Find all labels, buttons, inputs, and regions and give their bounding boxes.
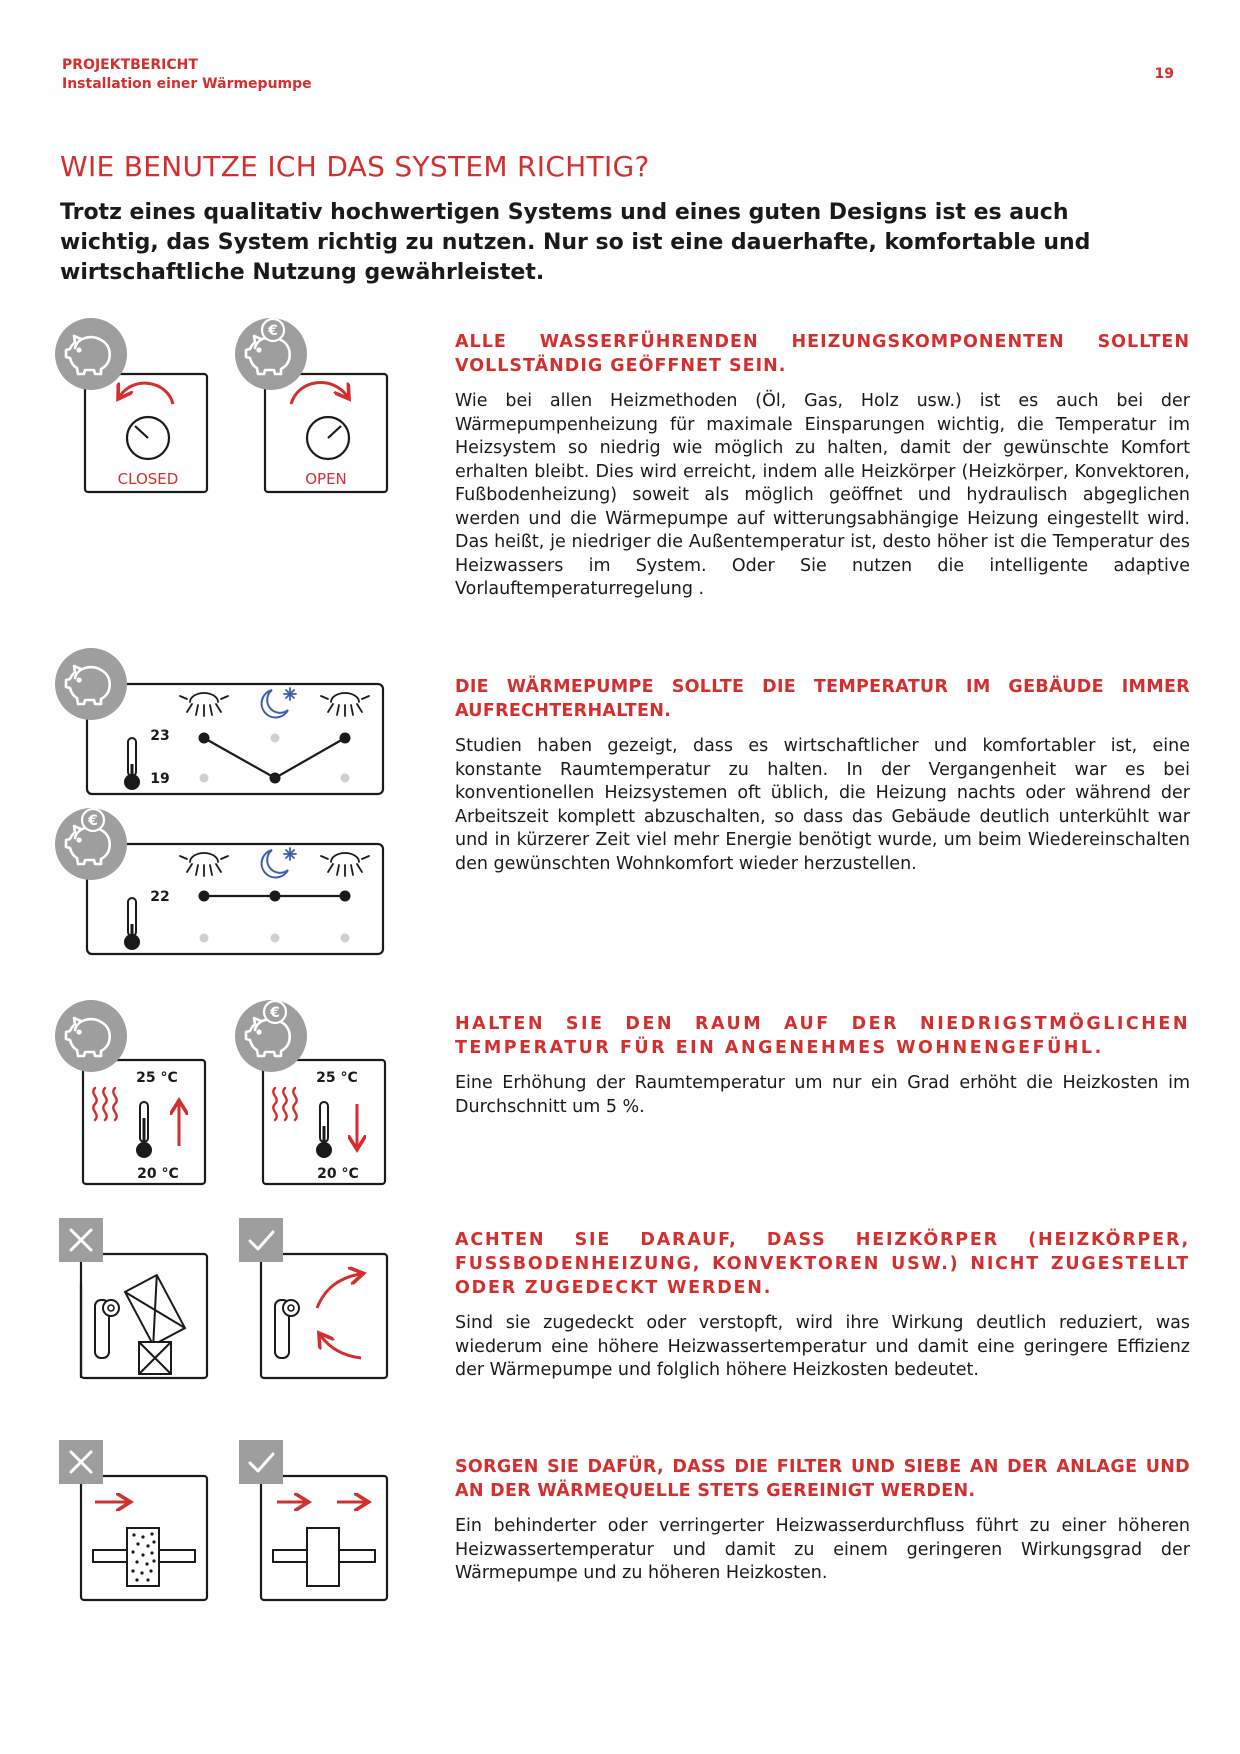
section-body: Wie bei allen Heizmethoden (Öl, Gas, Holz usw.) ist es auch bei der Wärmepumpenheizung für maximale Einsparungen wichtig, die Temperatur im Heizsystem so niedrig wie möglich zu halten, damit der gewünschte Komfort erhalten bleibt. Dies wird erreicht, indem alle Heizkörper (Heizkörper, Konvektoren, Fußbodenheizung) soweit als möglich geöffnet und hydraulisch abgeglichen werden und die Wärmepumpe auf witterungsabhängige Heizung eingestellt wird. Das heißt, je niedriger die Außentemperatur ist, desto höher ist die Temperatur des Heizwassers im System. Oder Sie nutzen die intelligente adaptive Vorlauftemperaturregelung .	[455, 391, 1190, 599]
temperature-schedule-icons	[55, 648, 395, 968]
section-heading: ACHTEN SIE DARAUF, DASS HEIZKÖRPER (HEIZKÖRPER, FUSSBODENHEIZUNG, KONVEKTOREN USW.) NICHT ZUGESTELLT ODER ZUGEDECKT WERDEN.	[455, 1230, 1190, 1298]
section-heading: SORGEN SIE DAFÜR, DASS DIE FILTER UND SIEBE AN DER ANLAGE UND AN DER WÄRMEQUELLE STETS GEREINIGT WERDEN.	[455, 1457, 1190, 1501]
variable-temperature-chart	[55, 648, 383, 794]
radiator-blocked-icon	[59, 1218, 207, 1378]
temperature-increase-icon	[55, 1000, 205, 1184]
temp-constant-label: 22	[150, 889, 170, 905]
section-valves	[455, 330, 1190, 602]
report-header	[62, 56, 312, 94]
intro-paragraph: Trotz eines qualitativ hochwertigen Systems und eines guten Designs ist es auch wichtig, das System richtig zu nutzen. Nur so ist eine dauerhafte, komfortable und wirtschaftliche Nutzung gewährleistet.	[60, 200, 1091, 285]
section-body: Eine Erhöhung der Raumtemperatur um nur ein Grad erhöht die Heizkosten im Durchschnitt um 5 %.	[455, 1073, 1190, 1117]
filter-clogged-icon	[59, 1440, 207, 1600]
temp-bottom-right: 20 °C	[317, 1166, 359, 1182]
section-filters	[455, 1455, 1190, 1586]
valve-closed-label: CLOSED	[117, 470, 179, 488]
temp-top-right: 25 °C	[316, 1070, 358, 1086]
valve-open-icon	[235, 318, 387, 492]
section-body: Ein behinderter oder verringerter Heizwasserdurchfluss führt zu einer höheren Heizwassertemperatur und damit zu einem geringeren Wirkungsgrad der Wärmepumpe und zu höheren Heizkosten.	[455, 1516, 1190, 1583]
section-radiators	[455, 1228, 1190, 1383]
section-body: Studien haben gezeigt, dass es wirtschaftlicher und komfortabler ist, eine konstante Raumtemperatur zu halten. In der Vergangenheit war es bei konventionellen Heizsystemen oft üblich, die Heizung nachts oder während der Arbeitszeit komplett abzuschalten, so dass das Gebäude deutlich unterkühlt war und in kürzerer Zeit viel mehr Energie benötigt wurde, um beim Wiedereinschalten den gewünschten Wohnkomfort wieder herzustellen.	[455, 736, 1190, 874]
section-heading: ALLE WASSERFÜHRENDEN HEIZUNGSKOMPONENTEN SOLLTEN VOLLSTÄNDIG GEÖFFNET SEIN.	[455, 332, 1190, 376]
temperature-decrease-icon	[235, 1000, 385, 1184]
report-label: PROJEKTBERICHT	[62, 57, 198, 73]
section-heading: HALTEN SIE DEN RAUM AUF DER NIEDRIGSTMÖGLICHEN TEMPERATUR FÜR EIN ANGENEHMES WOHNENGEFÜHL.	[455, 1014, 1190, 1058]
filter-clean-icon	[239, 1440, 387, 1600]
report-subtitle: Installation einer Wärmepumpe	[62, 76, 312, 92]
temp-low-label: 19	[150, 771, 170, 787]
page-number: 19	[1154, 66, 1174, 82]
valve-closed-icon	[55, 318, 207, 492]
section-body: Sind sie zugedeckt oder verstopft, wird ihre Wirkung deutlich reduziert, was wiederum eine höhere Heizwassertemperatur und damit eine geringere Effizienz der Wärmepumpe und folglich höhere Heizkosten bedeutet.	[455, 1313, 1190, 1380]
section-constant-temperature	[455, 675, 1190, 876]
section-room-temperature	[455, 1012, 1190, 1119]
section-heading: DIE WÄRMEPUMPE SOLLTE DIE TEMPERATUR IM GEBÄUDE IMMER AUFRECHTERHALTEN.	[455, 677, 1190, 721]
valve-icon-group	[55, 318, 395, 498]
valve-open-label: OPEN	[305, 470, 347, 488]
temp-bottom-left: 20 °C	[137, 1166, 179, 1182]
constant-temperature-chart	[55, 808, 383, 954]
radiator-icons	[55, 1218, 395, 1388]
room-temperature-icons	[55, 1000, 395, 1190]
radiator-free-icon	[239, 1218, 387, 1378]
filter-icons	[55, 1440, 395, 1620]
page-title: WIE BENUTZE ICH DAS SYSTEM RICHTIG?	[60, 150, 650, 183]
temp-high-label: 23	[150, 728, 170, 744]
temp-top-left: 25 °C	[136, 1070, 178, 1086]
